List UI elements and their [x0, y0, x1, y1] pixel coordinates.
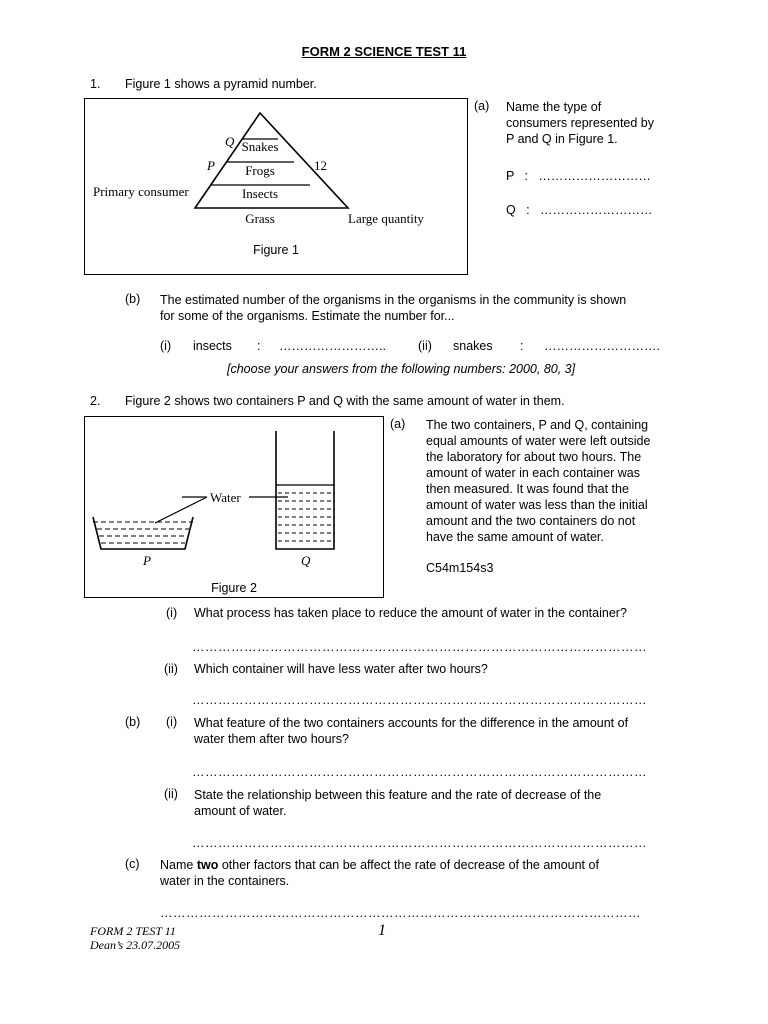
- pointer-to-p: [155, 497, 207, 523]
- q2a-line: amount and the two containers do not: [426, 514, 636, 528]
- q2a-label: (a): [390, 417, 406, 431]
- q1b-label: (b): [125, 292, 141, 306]
- label-p: P: [207, 158, 215, 173]
- label-q: Q: [225, 134, 235, 149]
- q2a-line: amount of water in each container was: [426, 466, 641, 480]
- level-insects: Insects: [241, 186, 279, 201]
- q1a-p-answer[interactable]: P : ………………………: [506, 169, 651, 183]
- q2c-line-1: [160, 857, 599, 873]
- q2b-ii-answer-line[interactable]: ……………………………………………………………………………………………: [192, 836, 647, 850]
- page-title: FORM 2 SCIENCE TEST 11: [301, 44, 467, 59]
- q1b-ii-colon: :: [520, 339, 524, 353]
- q2a-line: have the same amount of water.: [426, 530, 604, 544]
- q2a-line: The two containers, P and Q, containing: [426, 418, 649, 432]
- q2a-paragraph: [426, 417, 650, 545]
- q2a-ii-label: (ii): [164, 662, 178, 676]
- q1-text: Figure 1 shows a pyramid number.: [125, 77, 317, 91]
- q1b-question: [160, 292, 626, 324]
- q1b-i-answer[interactable]: ……………………..: [279, 339, 386, 353]
- q2a-ii-answer-line[interactable]: ……………………………………………………………………………………………: [192, 693, 647, 707]
- q2a-line: equal amounts of water were left outside: [426, 434, 651, 448]
- q1b-ii-answer[interactable]: ……………………….: [544, 339, 660, 353]
- label-p: P: [143, 553, 151, 568]
- q2b-ii-line: amount of water.: [194, 804, 287, 818]
- q2b-i-label: (i): [166, 715, 178, 729]
- q2c-question: [160, 857, 599, 889]
- q2b-label: (b): [125, 715, 141, 729]
- q2c-emphasis: two: [196, 858, 219, 872]
- q2-text: Figure 2 shows two containers P and Q with the same amount of water in them.: [125, 394, 565, 408]
- q1a-line: Name the type of: [506, 100, 602, 114]
- label-q: Q: [301, 553, 311, 568]
- figure-2-caption: Figure 2: [211, 581, 257, 595]
- q2b-i-line: water them after two hours?: [194, 732, 349, 746]
- q2a-i-question: What process has taken place to reduce the amount of water in the container?: [194, 606, 627, 620]
- q2c-line-2: water in the containers.: [160, 874, 290, 888]
- containers-diagram: [85, 417, 383, 597]
- q1a-question: [506, 99, 654, 147]
- q2a-code: C54m154s3: [426, 561, 494, 575]
- label-large-quantity: Large quantity: [348, 211, 424, 226]
- q2c-post: other factors that can be affect the rate of decrease of the amount of: [218, 858, 599, 872]
- figure-2-box: [84, 416, 384, 598]
- q2b-ii-question: [194, 787, 601, 819]
- q1b-i-label: (i): [160, 339, 172, 353]
- footer-author-date: Dean’s 23.07.2005: [90, 938, 181, 952]
- q1b-line: for some of the organisms. Estimate the number for...: [160, 309, 455, 323]
- q1b-line: The estimated number of the organisms in the organisms in the community is shown: [160, 293, 627, 307]
- q2a-line: amount of water was less than the initial: [426, 498, 648, 512]
- q2c-answer-line[interactable]: …………………………………………………………………………………………………: [160, 906, 641, 920]
- q2b-i-answer-line[interactable]: ……………………………………………………………………………………………: [192, 765, 647, 779]
- level-snakes: Snakes: [241, 139, 279, 154]
- q2b-i-question: [194, 715, 628, 747]
- q2b-ii-label: (ii): [164, 787, 178, 801]
- q1b-ii-label: (ii): [418, 339, 432, 353]
- q2c-pre: Name: [160, 858, 197, 872]
- q1a-q-answer[interactable]: Q : ………………………: [506, 203, 653, 217]
- q2b-i-line: What feature of the two containers accounts for the difference in the amount of: [194, 716, 629, 730]
- q1a-label: (a): [474, 99, 490, 113]
- label-12: 12: [314, 158, 327, 173]
- label-water: Water: [210, 490, 241, 505]
- q1b-ii-text: snakes: [453, 339, 493, 353]
- q2a-i-answer-line[interactable]: ……………………………………………………………………………………………: [192, 640, 647, 654]
- q2a-ii-question: Which container will have less water after two hours?: [194, 662, 488, 676]
- level-frogs: Frogs: [245, 163, 275, 178]
- footer-test-name: FORM 2 TEST 11: [90, 924, 176, 938]
- q1b-i-colon: :: [257, 339, 261, 353]
- footer-info: [90, 924, 180, 952]
- page-number: 1: [378, 922, 386, 939]
- container-q: [276, 431, 334, 549]
- figure-1-caption: Figure 1: [253, 243, 299, 257]
- figure-1-box: [84, 98, 468, 275]
- q1a-line: P and Q in Figure 1.: [506, 132, 618, 146]
- level-grass: Grass: [245, 211, 275, 226]
- q2-number: 2.: [90, 394, 101, 408]
- q1-number: 1.: [90, 77, 101, 91]
- q2c-label: (c): [125, 857, 140, 871]
- label-primary-consumer: Primary consumer: [93, 184, 189, 199]
- q2a-i-label: (i): [166, 606, 178, 620]
- q1a-line: consumers represented by: [506, 116, 654, 130]
- q2a-line: the laboratory for about two hours. The: [426, 450, 642, 464]
- q2b-ii-line: State the relationship between this feature and the rate of decrease of the: [194, 788, 602, 802]
- q2a-line: then measured. It was found that the: [426, 482, 629, 496]
- q1b-hint: [choose your answers from the following numbers: 2000, 80, 3]: [227, 362, 576, 376]
- q1b-i-text: insects: [193, 339, 232, 353]
